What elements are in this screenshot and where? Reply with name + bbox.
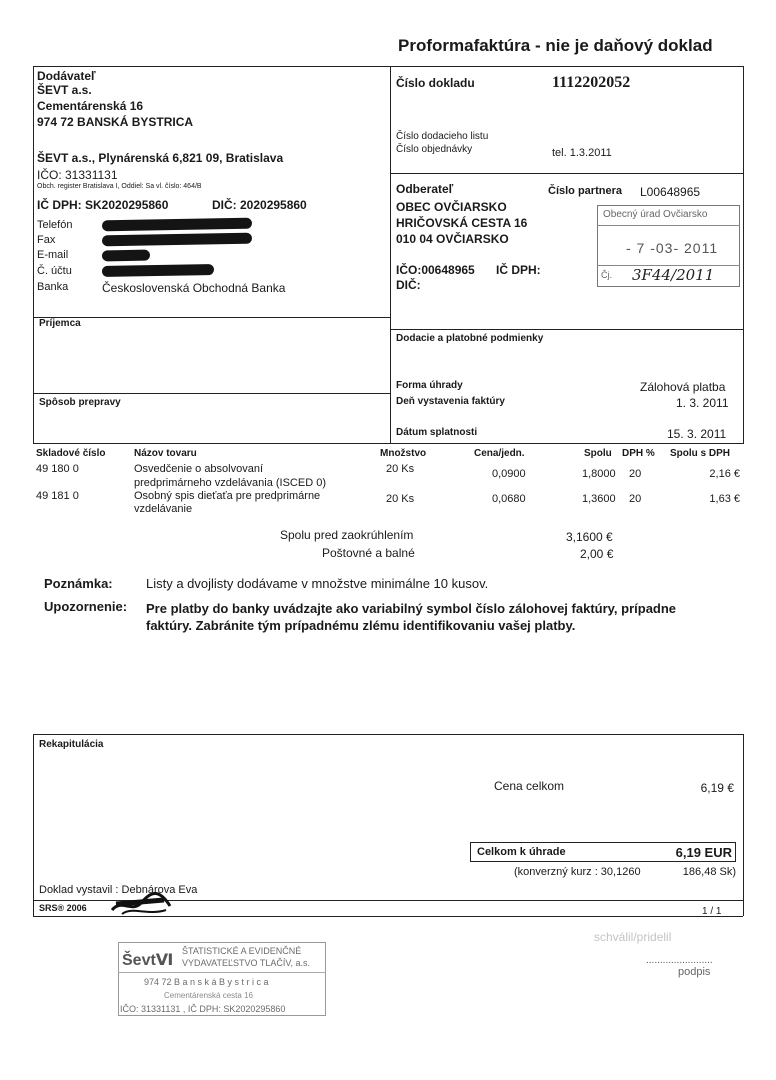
row2-total-vat: 1,63 € <box>709 493 740 505</box>
recap-total-value: 6,19 € <box>700 781 734 795</box>
sevt-stamp-line4: Cementárenská cesta 16 <box>164 991 253 1000</box>
document-title: Proformafaktúra - nie je daňový doklad <box>398 36 713 55</box>
recap-top-line <box>33 734 743 735</box>
col-header-total: Spolu <box>584 448 612 459</box>
row1-total: 1,8000 <box>582 468 616 480</box>
frame-right <box>743 66 744 444</box>
payment-value: Zálohová platba <box>640 380 726 394</box>
fax-label: Fax <box>37 234 56 246</box>
page-number: 1 / 1 <box>702 906 722 917</box>
partner-label: Číslo partnera <box>548 185 622 197</box>
items-top-line <box>33 443 743 444</box>
warning-label: Upozornenie: <box>44 599 128 614</box>
row1-qty: 20 Ks <box>386 463 415 475</box>
issue-value: 1. 3. 2011 <box>676 396 729 410</box>
office-stamp-ref: 3F44/2011 <box>632 266 715 284</box>
supplier-register: Obch. register Bratislava I, Oddiel: Sa vl. číslo: 464/B <box>37 183 202 190</box>
customer-divider <box>390 173 743 174</box>
customer-dic: DIČ: <box>396 278 421 292</box>
bank-name: Československá Obchodná Banka <box>102 281 286 295</box>
order-value: tel. 1.3.2011 <box>552 147 612 159</box>
col-header-qty: Množstvo <box>380 448 427 459</box>
office-stamp-rule <box>597 225 740 226</box>
sevt-stamp-line2: VYDAVATEĽSTVO TLAČÍV, a.s. <box>182 958 311 968</box>
supplier-name: ŠEVT a.s. <box>37 83 92 97</box>
shipping-label: Spôsob prepravy <box>39 397 121 408</box>
amount-due-value: 6,19 EUR <box>675 845 732 860</box>
conversion-rate: (konverzný kurz : 30,1260 <box>514 866 641 878</box>
delivery-note-label: Číslo dodacieho listu <box>396 131 489 142</box>
supplier-ico: IČO: 31331131 <box>37 168 118 182</box>
supplier-street: Cementárenská 16 <box>37 99 144 113</box>
approved-text: schválil/pridelil <box>594 930 672 944</box>
frame-top <box>33 66 743 67</box>
order-label: Číslo objednávky <box>396 144 473 155</box>
due-value: 15. 3. 2011 <box>667 427 727 441</box>
signature-dots: ........................ <box>646 955 713 966</box>
customer-heading: Odberateľ <box>396 182 454 196</box>
row1-vat: 20 <box>629 468 642 480</box>
customer-city: 010 04 OVČIARSKO <box>396 232 509 246</box>
col-header-price: Cena/jedn. <box>474 448 525 459</box>
warning-line1: Pre platby do banky uvádzajte ako variabilný symbol číslo zálohovej faktúry, prípadne <box>146 601 677 616</box>
row1-total-vat: 2,16 € <box>709 468 740 480</box>
subtotal-label: Spolu pred zaokrúhlením <box>280 528 414 542</box>
sevt-stamp-rule <box>118 972 326 973</box>
issue-label: Deň vystavenia faktúry <box>396 396 505 407</box>
supplier-city: 974 72 BANSKÁ BYSTRICA <box>37 115 194 129</box>
supplier-ic-dph: IČ DPH: SK2020295860 <box>37 198 169 212</box>
subtotal-value: 3,1600 € <box>566 530 613 544</box>
row2-vat: 20 <box>629 493 642 505</box>
doc-number-label: Číslo dokladu <box>396 76 475 90</box>
partner-number: L00648965 <box>640 185 701 199</box>
doc-number: 1112202052 <box>552 74 631 91</box>
note-label: Poznámka: <box>44 576 113 591</box>
signature-label: podpis <box>678 966 711 978</box>
warning-line2: faktúry. Zabránite tým prípadnému zlému identifikovaniu vašej platby. <box>146 618 576 633</box>
email-label: E-mail <box>37 249 69 261</box>
row2-total: 1,3600 <box>582 493 616 505</box>
recap-total-label: Cena celkom <box>494 779 565 793</box>
col-header-code: Skladové číslo <box>36 448 106 459</box>
customer-street: HRIČOVSKÁ CESTA 16 <box>396 216 528 230</box>
recap-right-line <box>743 734 744 916</box>
recap-left-line <box>33 734 34 916</box>
frame-left <box>33 66 34 444</box>
software-label: SRS® 2006 <box>39 903 87 913</box>
fax-redaction <box>102 233 252 247</box>
account-redaction <box>102 264 214 277</box>
skk-value: 186,48 Sk) <box>682 866 736 878</box>
amount-due-label: Celkom k úhrade <box>477 846 566 858</box>
recipient-divider <box>33 317 390 318</box>
supplier-branch: ŠEVT a.s., Plynárenská 6,821 09, Bratislava <box>37 151 284 165</box>
col-header-name: Názov tovaru <box>134 448 197 459</box>
row2-qty: 20 Ks <box>386 493 415 505</box>
email-redaction <box>102 250 150 262</box>
postage-value: 2,00 € <box>580 547 614 561</box>
due-label: Dátum splatnosti <box>396 427 478 438</box>
postage-label: Poštovné a balné <box>322 546 415 560</box>
col-header-total-vat: Spolu s DPH <box>670 448 731 459</box>
sevt-stamp-logo: ŠevtⅥ <box>122 952 174 969</box>
terms-heading: Dodacie a platobné podmienky <box>396 333 544 344</box>
terms-divider <box>390 329 743 330</box>
bank-label: Banka <box>37 281 69 293</box>
customer-ico: IČO:00648965 <box>396 263 475 277</box>
office-stamp-date: - 7 -03- 2011 <box>626 240 719 256</box>
row1-name-line1: Osvedčenie o absolvovaní <box>134 463 264 475</box>
row2-price: 0,0680 <box>492 493 526 505</box>
recipient-label: Príjemca <box>39 318 81 329</box>
account-label: Č. účtu <box>37 265 72 277</box>
shipping-divider <box>33 393 390 394</box>
recap-heading: Rekapitulácia <box>39 739 104 750</box>
signature-scribble <box>108 880 178 920</box>
customer-ic-dph: IČ DPH: <box>496 263 541 277</box>
note-text: Listy a dvojlisty dodávame v množstve minimálne 10 kusov. <box>146 576 489 591</box>
office-stamp-ref-prefix: Čj. <box>601 270 612 280</box>
row1-price: 0,0900 <box>492 468 526 480</box>
payment-label: Forma úhrady <box>396 380 463 391</box>
sevt-stamp-line1: ŠTATISTICKÉ A EVIDENČNÉ <box>182 946 302 956</box>
phone-redaction <box>102 218 252 232</box>
customer-name: OBEC OVČIARSKO <box>396 200 507 214</box>
issued-by: Doklad vystavil : Debnárova Eva <box>39 884 198 896</box>
frame-mid-vertical <box>390 66 391 444</box>
col-header-vat: DPH % <box>622 448 655 459</box>
row2-name-line2: vzdelávanie <box>134 503 193 515</box>
phone-label: Telefón <box>37 219 73 231</box>
row2-name-line1: Osobný spis dieťaťa pre predprimárne <box>134 490 321 502</box>
supplier-dic: DIČ: 2020295860 <box>212 198 307 212</box>
sevt-stamp-line3: 974 72 B a n s k á B y s t r i c a <box>144 977 269 987</box>
supplier-heading: Dodávateľ <box>37 69 96 83</box>
row1-code: 49 180 0 <box>36 463 79 475</box>
row2-code: 49 181 0 <box>36 490 79 502</box>
office-stamp-title: Obecný úrad Ovčiarsko <box>603 209 708 220</box>
sevt-stamp-line5: IČO: 31331131 , IČ DPH: SK2020295860 <box>120 1004 286 1014</box>
row1-name-line2: predprimárneho vzdelávania (ISCED 0) <box>134 477 326 489</box>
